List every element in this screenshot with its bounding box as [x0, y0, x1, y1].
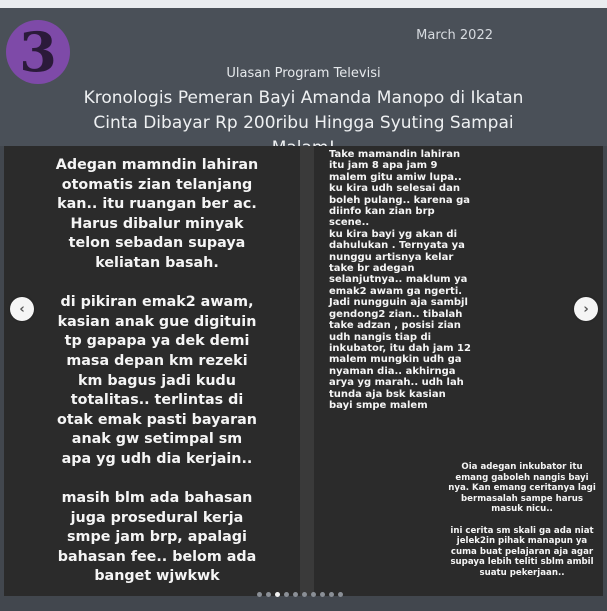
carousel-prev-button[interactable]	[10, 297, 34, 321]
pagination-dot[interactable]	[302, 592, 307, 597]
program-label: Ulasan Program Televisi	[226, 66, 381, 81]
carousel-next-button[interactable]	[574, 297, 598, 321]
post-date: March 2022	[416, 28, 493, 43]
pagination-dot[interactable]	[338, 592, 343, 597]
pagination-dot[interactable]	[257, 592, 262, 597]
carousel-pagination	[257, 592, 343, 597]
top-strip	[0, 0, 607, 8]
screenshot-right	[314, 146, 603, 596]
right-side-note: Oia adegan inkubator itu emang gaboleh nangis bayi nya. Kan emang ceritanya lagi bermasalah sampe harus masuk nicu.. ini cerita sm skali ga ada niat jelek2in pihak manapun ya cuma buat pelajaran aja agar supaya lebih teliti sblm ambil suatu pekerjaan..	[448, 462, 596, 578]
pagination-dot[interactable]	[266, 592, 271, 597]
chevron-right-icon: ›	[583, 301, 589, 317]
image-seam	[300, 146, 314, 596]
pagination-dot[interactable]	[284, 592, 289, 597]
right-caption-text: Take mamandin lahiran itu jam 8 apa jam 9 malem gitu amiw lupa.. ku kira udh selesai dan boleh pulang.. karena ga diinfo kan zian brp scene.. ku kira bayi yg akan di dahulukan . Ternyata ya nunggu artisnya kelar take br adegan selanjutnya.. maklum ya emak2 awam ga ngerti. Jadi nungguin aja sambjl gendong2 zian.. tibalah take adzan , posisi zian udh nangis tiap di inkubator, itu dah jam 12 malem mungkin udh ga nyaman dia.. akhirnga arya yg marah.. udh lah tunda aja bsk kasian bayi smpe malem	[329, 149, 471, 411]
left-caption-text: Adegan mamndin lahiran otomatis zian telanjang kan.. itu ruangan ber ac. Harus dibalur minyak telon sebadan supaya keliatan basah. di pikiran emak2 awam, kasian anak gue digituin tp gapapa ya dek demi masa depan km rezeki km bagus jadi kudu totalitas.. terlintas di otak emak pasti bayaran anak gw setimpal sm apa yg udh dia kerjain.. masih blm ada bahasan juga prosedural kerja smpe jam brp, apalagi bahasan fee.. belom ada banget wjwkwk	[55, 157, 259, 585]
pagination-dot[interactable]	[311, 592, 316, 597]
pagination-dot[interactable]	[293, 592, 298, 597]
screenshot-left	[4, 146, 300, 596]
carousel-slide	[0, 146, 607, 611]
pagination-dot[interactable]	[275, 592, 280, 597]
post-header	[0, 8, 607, 146]
headline: Kronologis Pemeran Bayi Amanda Manopo di Ikatan Cinta Dibayar Rp 200ribu Hingga Syuting Sampai	[83, 88, 524, 133]
chevron-left-icon: ‹	[19, 301, 25, 317]
pagination-dot[interactable]	[320, 592, 325, 597]
pagination-dot[interactable]	[329, 592, 334, 597]
step-number-badge: 3	[6, 20, 70, 84]
